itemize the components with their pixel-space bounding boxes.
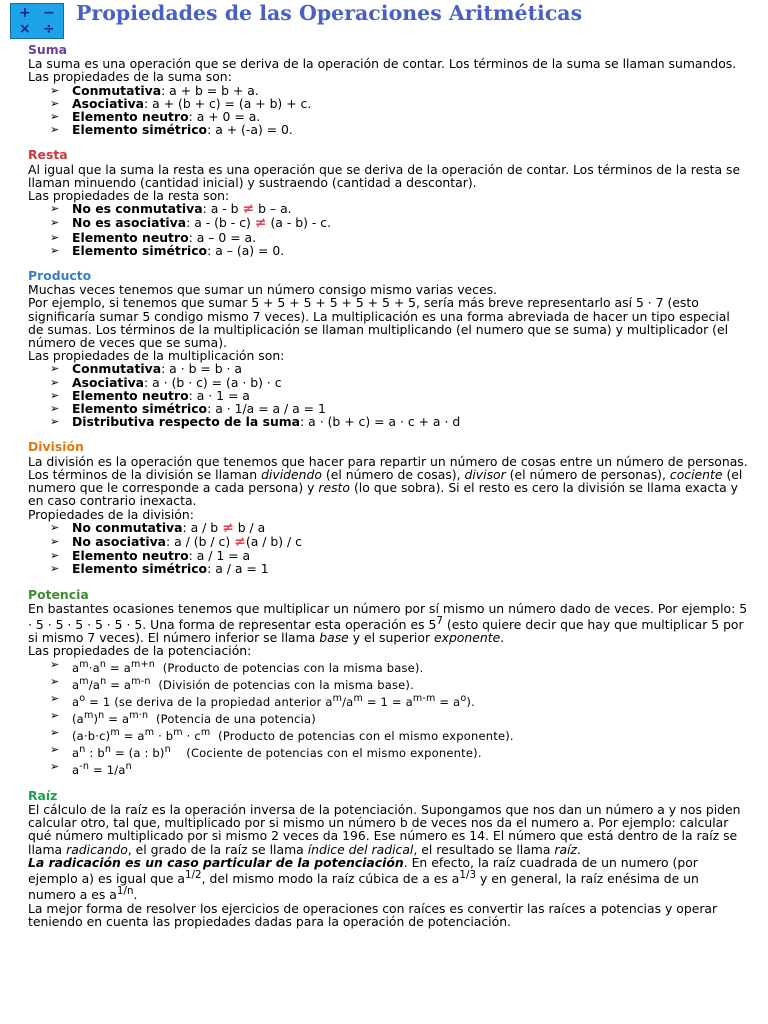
list-item: ➢ Elemento simétrico: a + (-a) = 0.	[50, 123, 748, 136]
list-item: ➢ Asociativa: a · (b · c) = (a · b) · c	[50, 376, 748, 389]
section-raiz	[28, 789, 748, 928]
list-item: ➢ Conmutativa: a + b = b + a.	[50, 84, 748, 97]
list-item: ➢ Elemento simétrico: a – (a) = 0.	[50, 244, 748, 257]
producto-example: Por ejemplo, si tenemos que sumar 5 + 5 + 5 + 5 + 5 + 5 + 5, sería más breve representarlo así 5 · 7 (esto significaría sumar 5 condigo mismo 7 veces). La multiplicación es una forma abreviada de hacer un tipo especial de sumas. Los términos de la multiplicación se llaman multiplicando (el numero que se suma) y multiplicador (el número de veces que se suma).	[28, 295, 730, 351]
producto-props-list	[28, 362, 748, 428]
list-item: ➢ $a^n$ : $b^n = (a$ : b)$^n$ (Cociente de potencias con el mismo exponente).	[50, 743, 748, 760]
raiz-final: La mejor forma de resolver los ejercicios de operaciones con raíces es convertir las raíces a potencias y operar teniendo en cuenta las propiedades dadas para la operación de potenciación.	[28, 900, 718, 929]
list-item: ➢ $a^{-n} = 1/a^n$	[50, 760, 748, 777]
division-props-list	[28, 521, 748, 576]
section-resta	[28, 148, 748, 257]
potencia-intro: En bastantes ocasiones tenemos que multiplicar un número por sí mismo un número dado de veces. Por ejemplo: 5 · 5 · 5 · 5 · 5 · 5 · 5. Una forma de representar esta operación es $5^7$ (esto quiere decir que hay que multiplicar 5 por si mismo 7 veces). El número inferior se llama base y el superior exponente.	[28, 600, 748, 646]
section-heading-division: División	[28, 439, 84, 455]
page-title: Propiedades de las Operaciones Aritméticas	[76, 1, 583, 25]
section-division	[28, 440, 748, 575]
producto-props-intro: Las propiedades de la multiplicación son:	[28, 348, 285, 364]
document-body	[28, 43, 748, 940]
list-item: ➢ $a^m\cdot a^n = a^{m+n}$ (Producto de potencias con la misma base).	[50, 658, 748, 675]
section-heading-potencia: Potencia	[28, 586, 89, 602]
not-equal-icon: ≠	[234, 533, 246, 550]
potencia-props-list	[28, 658, 748, 777]
list-item: ➢ Elemento neutro: a – 0 = a.	[50, 231, 748, 244]
list-item: ➢ Distributiva respecto de la suma: a · (b + c) = a · c + a · d	[50, 415, 748, 428]
section-heading-resta: Resta	[28, 147, 68, 163]
list-item: ➢ Conmutativa: a · b = b · a	[50, 362, 748, 375]
potencia-props-intro: Las propiedades de la potenciación:	[28, 643, 252, 659]
section-suma	[28, 43, 748, 136]
section-heading-raiz: Raíz	[28, 787, 58, 803]
division-props-intro: Propiedades de la división:	[28, 506, 194, 522]
raiz-particular: La radicación es un caso particular de la potenciación. En efecto, la raíz cuadrada de un numero (por ejemplo a) es igual que $a^{1/2}$, del mismo modo la raíz cúbica de a es $a^{1/3}$ y en general, la raíz enésima de un numero a es $a^{1/n}$.	[28, 854, 699, 903]
list-item: ➢ Elemento simétrico: a · 1/a = a / a = 1	[50, 402, 748, 415]
list-item: ➢ No conmutativa: a / b ≠ b / a	[50, 521, 748, 535]
times-icon: ×	[19, 21, 31, 37]
arithmetic-logo-icon	[10, 3, 64, 39]
section-potencia	[28, 588, 748, 777]
list-item: ➢ No asociativa: a / (b / c) ≠(a / b) / c	[50, 535, 748, 549]
not-equal-icon: ≠	[222, 519, 234, 536]
resta-props-list	[28, 202, 748, 257]
divide-icon: ÷	[43, 21, 55, 37]
list-item: ➢ Elemento neutro: a / 1 = a	[50, 549, 748, 562]
list-item: ➢ Elemento simétrico: a / a = 1	[50, 562, 748, 575]
section-heading-suma: Suma	[28, 42, 68, 57]
resta-intro: Al igual que la suma la resta es una operación que se deriva de la operación de contar. Los términos de la resta se llaman minuendo (cantidad inicial) y sustraendo (cantidad a descontar).	[28, 161, 741, 190]
header	[0, 0, 768, 40]
list-item: ➢ Elemento neutro: a · 1 = a	[50, 389, 748, 402]
not-equal-icon: ≠	[242, 201, 255, 218]
section-heading-producto: Producto	[28, 268, 92, 284]
list-item: ➢ Elemento neutro: a + 0 = a.	[50, 110, 748, 123]
list-item: ➢ No es asociativa: a - (b - c) ≠ (a - b) - c.	[50, 216, 748, 230]
plus-icon: +	[19, 5, 31, 21]
raiz-intro: El cálculo de la raíz es la operación inversa de la potenciación. Supongamos que nos dan un número a y nos piden calcular otro, tal que, multiplicado por si mismo un número b de veces nos da el numero a. Por ejemplo: calcular qué número multiplicado por si mismo 2 veces da 196. Ese número es 14. El número que está dentro de la raíz se llama radicando, el grado de la raíz se llama índice del radical, el resultado se llama raíz.	[28, 802, 741, 857]
list-item: ➢ $a^o = 1$ (se deriva de la propiedad anterior $a^m/a^m = 1 = a^{m-m} = a^o$).	[50, 692, 748, 709]
division-intro: La división es la operación que tenemos que hacer para repartir un número de cosas entre un número de personas. Los términos de la división se llaman dividendo (el número de cosas), divisor (el número de personas), cociente (el numero que le corresponde a cada persona) y resto (lo que sobra). Si el resto es cero la división se llama exacta y en caso contrario inexacta.	[28, 453, 748, 509]
producto-intro: Muchas veces tenemos que sumar un número consigo mismo varias veces.	[28, 282, 497, 298]
suma-props-list	[28, 84, 748, 137]
list-item: ➢ Asociativa: a + (b + c) = (a + b) + c.	[50, 97, 748, 110]
section-producto	[28, 269, 748, 428]
minus-icon: −	[43, 5, 55, 21]
list-item: ➢ No es conmutativa: a - b ≠ b – a.	[50, 202, 748, 216]
list-item: ➢ $(a^m)^n = a^{m\cdot n}$ (Potencia de una potencia)	[50, 709, 748, 726]
list-item: ➢ $a^m/a^n = a^{m-n}$ (División de potencias con la misma base).	[50, 675, 748, 692]
suma-intro: La suma es una operación que se deriva de la operación de contar. Los términos de la suma se llaman sumandos.	[28, 56, 737, 72]
list-item: ➢ $(a\cdot b\cdot c)^m = a^m \cdot b^m \cdot c^m$ (Producto de potencias con el mismo exponente).	[50, 726, 748, 743]
resta-props-intro: Las propiedades de la resta son:	[28, 188, 230, 204]
suma-props-intro: Las propiedades de la suma son:	[28, 69, 232, 85]
not-equal-icon: ≠	[254, 215, 267, 232]
